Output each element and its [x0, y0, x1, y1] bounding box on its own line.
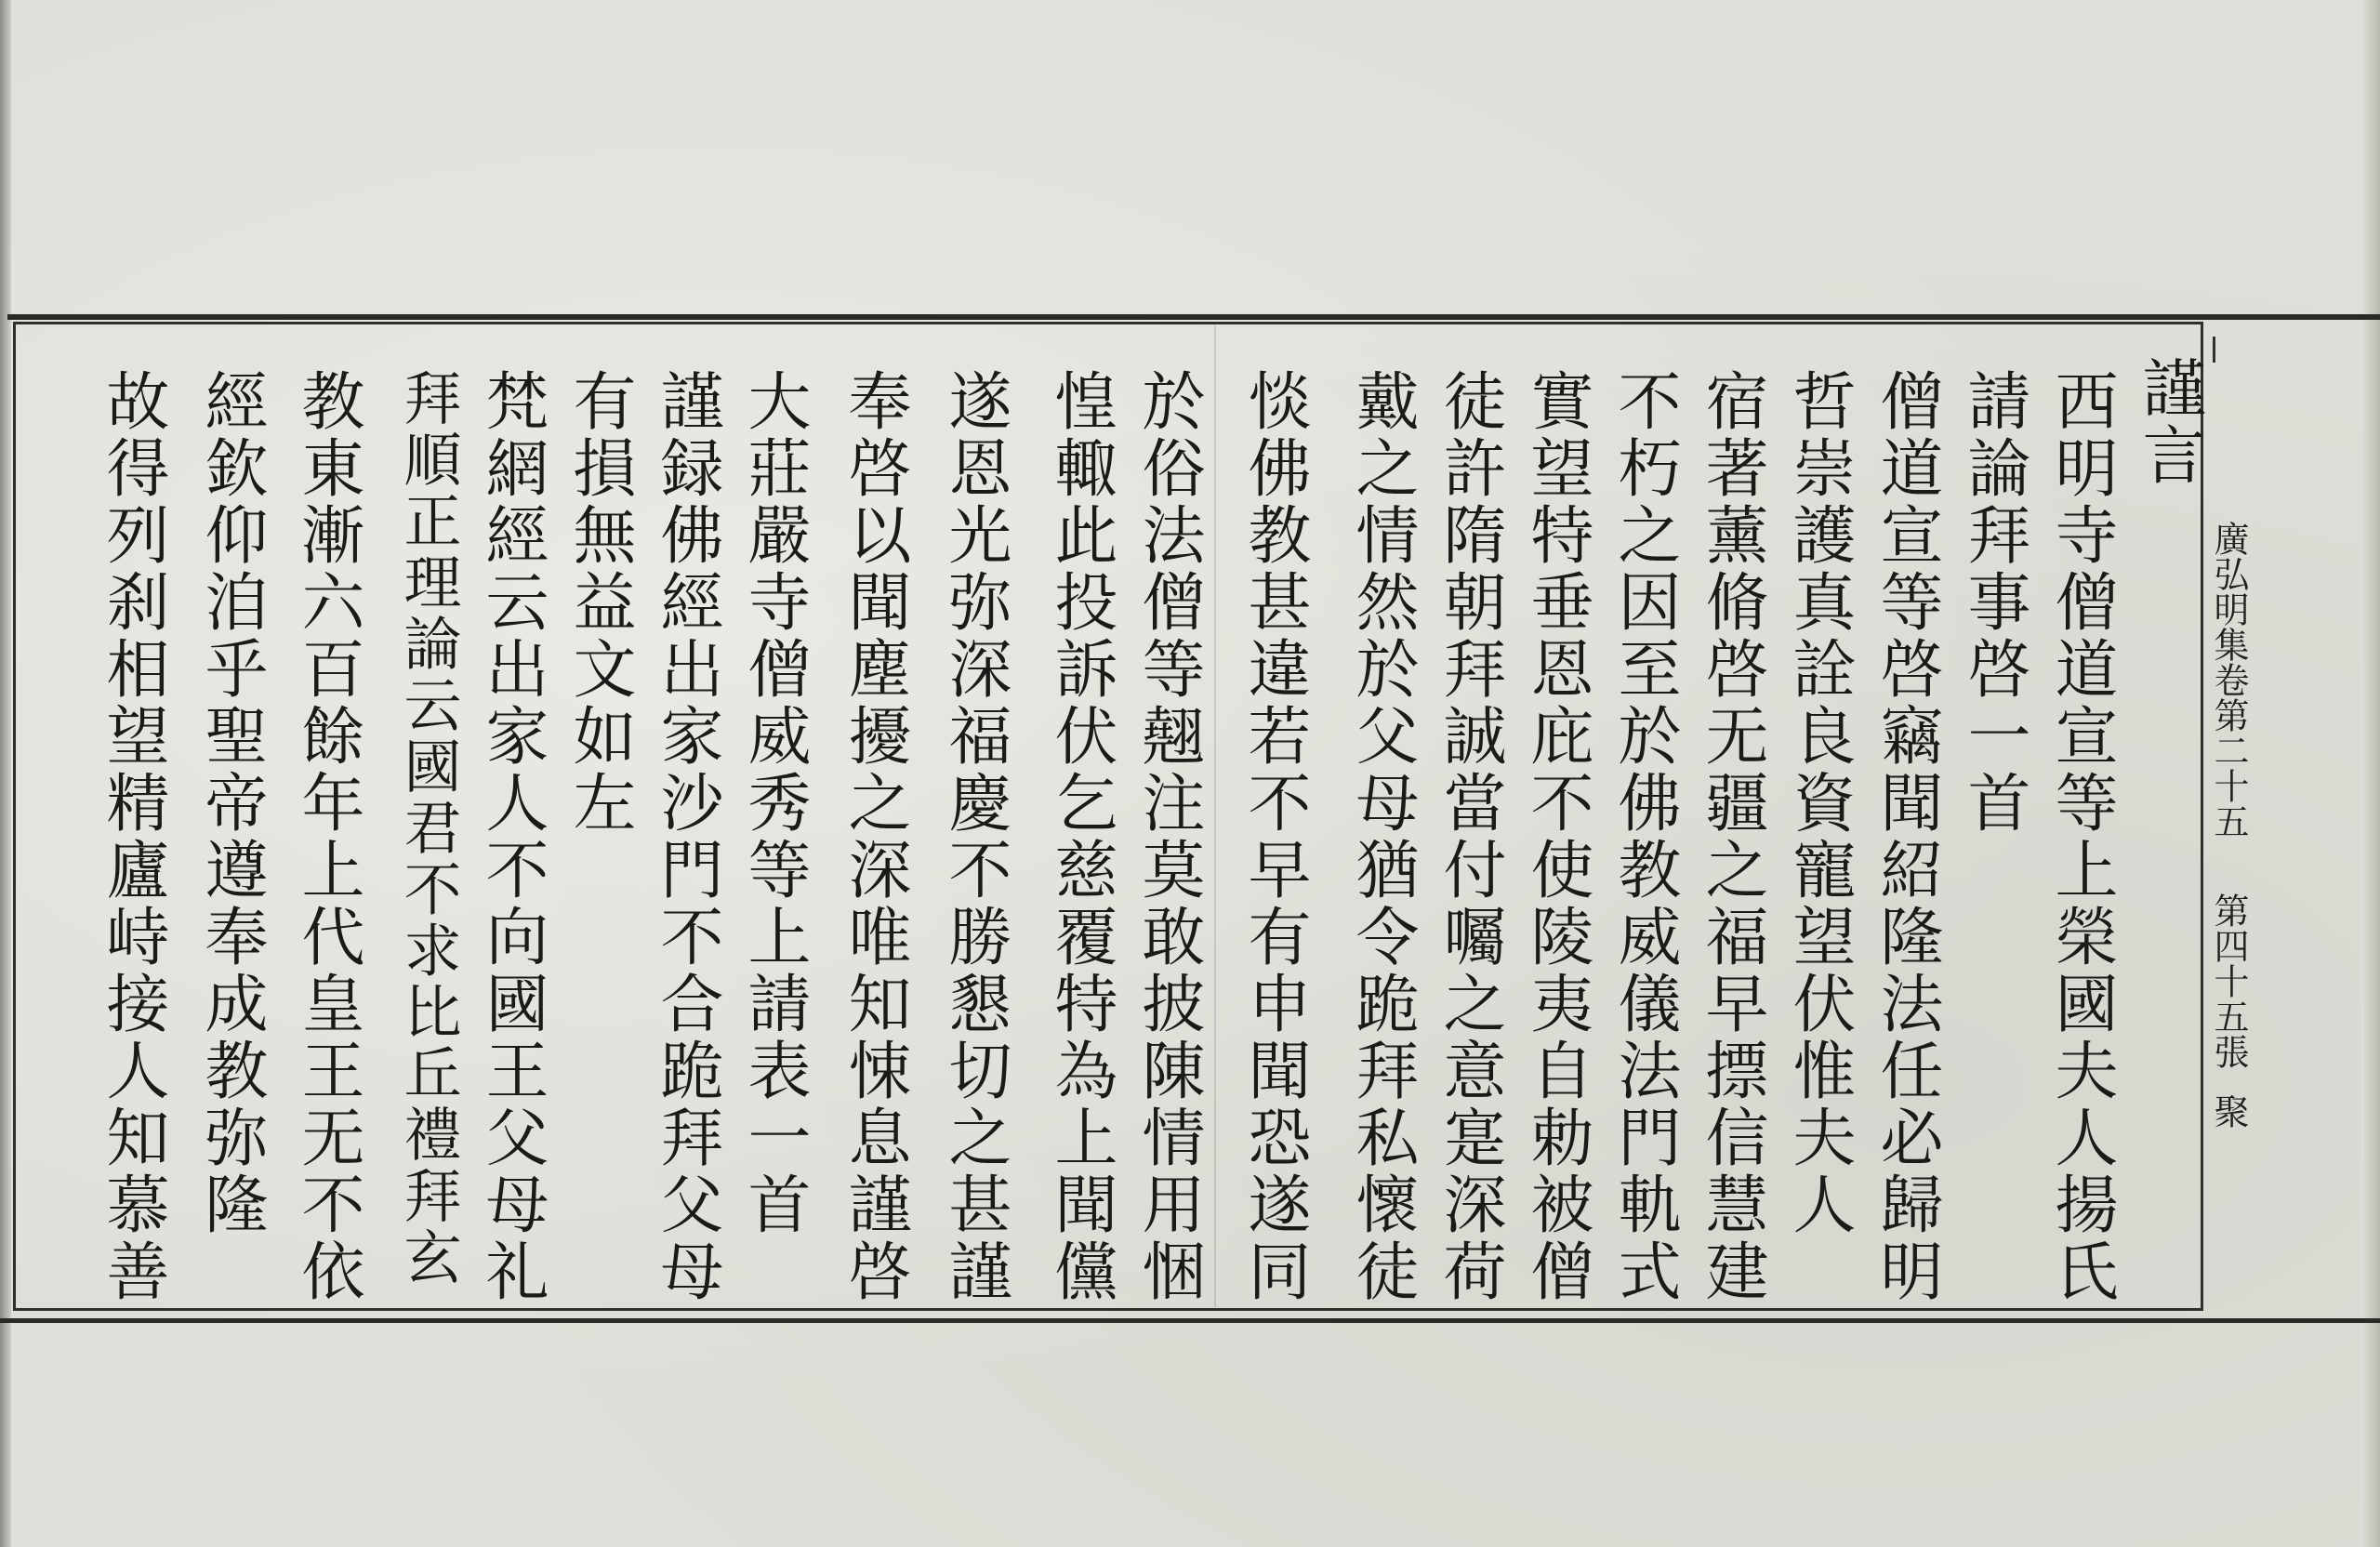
- text-column: 謹言: [2132, 355, 2205, 489]
- text-column: 戴之情然於父母猶令跪拜私懷徒: [1345, 368, 1419, 1305]
- text-column: 有損無益文如左: [562, 368, 636, 837]
- text-column: 梵網經云出家人不向國王父母礼: [475, 368, 549, 1305]
- page-left-edge: [0, 0, 11, 1547]
- text-column: 僧道宣等啓竊聞紹隆法任必歸明: [1870, 368, 1943, 1305]
- text-column: 於俗法僧等翹注莫敢披陳情用悃: [1131, 368, 1205, 1305]
- text-column: 大莊嚴寺僧威秀等上請表一首: [737, 368, 811, 1238]
- text-column: 遂恩光弥深福慶不勝懇切之甚謹: [938, 368, 1012, 1305]
- text-column: 宿著薰脩啓无疆之福早摽信慧建: [1695, 368, 1768, 1305]
- text-column: 故得列刹相望精廬峙接人知慕善: [96, 368, 169, 1305]
- page-right-edge: [2361, 0, 2380, 1547]
- text-column: 不朽之因至於佛教威儀法門軌式: [1607, 368, 1681, 1305]
- text-column: 謹録佛經出家沙門不合跪拜父母: [650, 368, 723, 1305]
- margin-signature: 聚: [2208, 1093, 2249, 1129]
- bottom-frame-rule: [0, 1318, 2380, 1323]
- margin-page-number: 第四十五張: [2208, 892, 2249, 1069]
- text-column: 請論拜事啓一首: [1957, 368, 2030, 837]
- margin-notation: [2203, 521, 2259, 1171]
- text-column: 奉啓以聞塵擾之深唯知悚息謹啓: [838, 368, 911, 1305]
- text-column: 哲崇護真詮良資寵望伏惟夫人: [1782, 368, 1856, 1238]
- text-column: 經欽仰洎乎聖帝遵奉成教弥隆: [194, 368, 268, 1238]
- text-column: 拜順正理論云國君不求比丘禮拜玄: [394, 368, 462, 1289]
- margin-bracket-mark: [2213, 337, 2241, 363]
- center-fold-line: [1214, 325, 1216, 1307]
- text-column: 惔佛教甚違若不早有申聞恐遂同: [1237, 368, 1311, 1305]
- text-column: 惶輙此投訴伏乞慈覆特為上聞儻: [1044, 368, 1117, 1305]
- text-column: 教東漸六百餘年上代皇王无不依: [291, 368, 364, 1305]
- top-frame-rule: [7, 314, 2380, 320]
- text-column: 實望特垂恩庇不使陵夷自勅被僧: [1520, 368, 1593, 1305]
- text-column: 西明寺僧道宣等上榮國夫人揚氏: [2044, 368, 2118, 1305]
- margin-book-title: 廣弘明集卷第二十五: [2208, 521, 2249, 839]
- text-column: 徒許隋朝拜誠當付囑之意寔深荷: [1433, 368, 1506, 1305]
